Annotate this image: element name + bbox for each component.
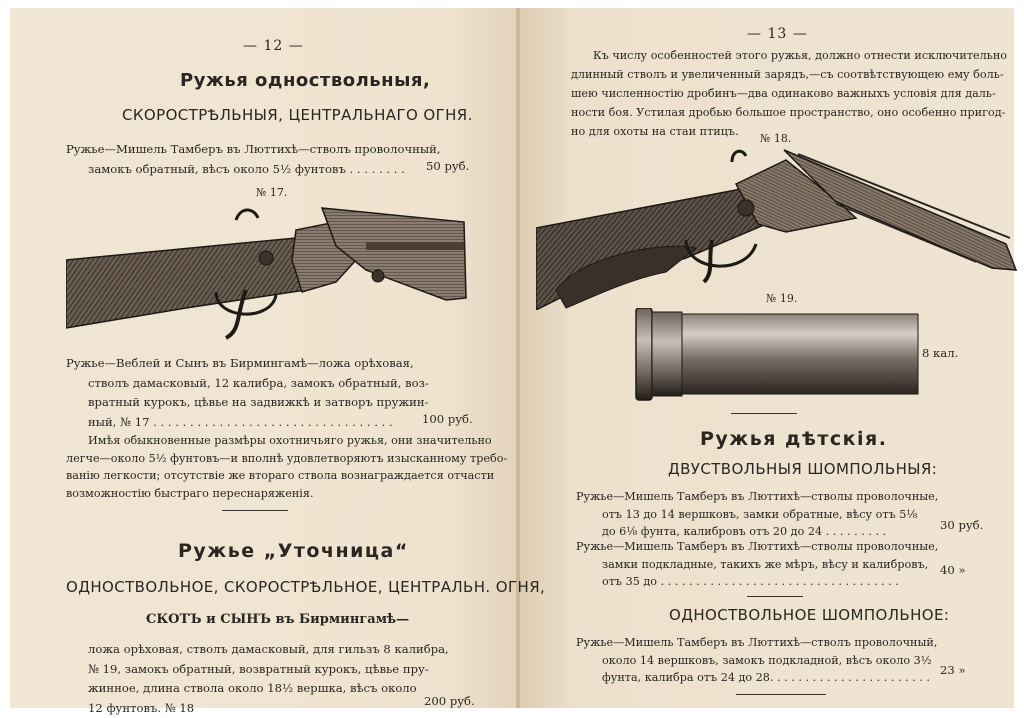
item-tamber-child-double-2 — [576, 538, 938, 591]
intro-line: но для охоты на стаи птицъ. — [571, 125, 739, 138]
item-tamber-child-single — [576, 634, 937, 687]
cartridge-19-illustration — [634, 308, 922, 402]
item-webley — [66, 354, 429, 432]
right-page-number: — 13 — — [747, 26, 808, 42]
item-line: Ружье—Веблей и Сынъ въ Бирмингамѣ—ложа орѣховая, — [66, 356, 414, 370]
item-price: 50 руб. — [426, 159, 470, 173]
item-line: жинное, длина ствола около 18½ вершка, вѣсъ около — [88, 681, 417, 695]
figure-19-caption: № 19. — [766, 292, 798, 305]
item-line: Ружье—Мишель Тамберъ въ Люттихѣ—стволы проволочные, — [576, 540, 939, 553]
cartridge-caliber-label: 8 кал. — [922, 346, 959, 360]
item-tamber-single — [66, 140, 441, 179]
intro-line: Къ числу особенностей этого ружья, должно отнести исключительно — [593, 49, 1008, 62]
item-scott — [66, 640, 449, 718]
maker-scott: СКОТЪ и СЫНЪ въ Бирмингамѣ— — [146, 612, 410, 627]
left-section2-title: Ружье „Уточница“ — [178, 540, 409, 562]
shotgun-18-illustration — [536, 140, 1018, 310]
item-line: около 14 вершковъ, замокъ подкладной, вѣсъ около 3½ — [602, 653, 932, 667]
item-price: 40 » — [940, 563, 966, 577]
item-line: до 6⅛ фунта, калибровъ отъ 20 до 24 . . . . . . . . . — [602, 525, 887, 538]
intro-line: ности боя. Устилая дробью большое пространство, оно особенно пригод- — [571, 106, 1006, 119]
item-line: отъ 35 до . . . . . . . . . . . . . . . . . . . . . . . . . . . . . . . . . . — [602, 575, 899, 588]
item-line: Ружье—Мишель Тамберъ въ Люттихѣ—стволъ проволочный, — [576, 636, 938, 649]
shotgun-17-illustration — [66, 200, 470, 340]
item-tamber-child-double — [576, 488, 938, 541]
item-line: ложа орѣховая, стволъ дамасковый, для гильзъ 8 калибра, — [88, 642, 449, 656]
right-section2-subtitle: ОДНОСТВОЛЬНОЕ ШОМПОЛЬНОЕ: — [669, 606, 950, 624]
intro-line: шею численностію дробинъ—два одинаково важныхъ условія для даль- — [571, 87, 996, 100]
item-line: фунта, калибра отъ 24 до 28. . . . . . . . . . . . . . . . . . . . . . . — [602, 671, 930, 684]
intro-line: длинный стволъ и увеличенный зарядъ,—съ соотвѣтствующею ему боль- — [571, 68, 1004, 81]
item-line: Ружье—Мишель Тамберъ въ Люттихѣ—стволы проволочные, — [576, 490, 939, 503]
note-line: Имѣя обыкновенные размѣры охотничьяго ружья, они значительно — [88, 434, 492, 447]
divider — [731, 413, 797, 414]
left-page-number: — 12 — — [243, 38, 304, 54]
note-line: возможностію быстраго переснаряженія. — [66, 486, 314, 500]
divider — [747, 596, 803, 597]
item-line: 12 фунтовъ. № 18 — [88, 700, 195, 715]
item-line: замокъ обратный, вѣсъ около 5½ фунтовъ . . . . . . . . — [88, 161, 405, 176]
item-price: 30 руб. — [940, 518, 984, 532]
item-price: 100 руб. — [422, 412, 473, 426]
item-line: замки подкладные, такихъ же мѣръ, вѣсу и калибровъ, — [602, 557, 929, 571]
note-line: легче—около 5½ фунтовъ—и вполнѣ удовлетворяютъ изысканному требо- — [66, 451, 508, 465]
item-webley-note — [66, 432, 507, 502]
right-section-title: Ружья дѣтскія. — [700, 428, 888, 450]
item-price: 200 руб. — [424, 694, 475, 708]
left-section-title: Ружья одноствольныя, — [180, 70, 431, 91]
item-line: вратный курокъ, цѣвье на задвижкѣ и затворъ пружин- — [88, 395, 429, 409]
figure-18-caption: № 18. — [760, 132, 792, 145]
item-line: ный, № 17 . . . . . . . . . . . . . . . . . . . . . . . . . . . . . . . . . — [88, 414, 393, 429]
item-line: отъ 13 до 14 вершковъ, замки обратные, вѣсу отъ 5⅛ — [602, 507, 918, 521]
item-line: Ружье—Мишель Тамберъ въ Люттихѣ—стволъ проволочный, — [66, 142, 441, 156]
divider — [736, 694, 826, 695]
note-line: ванію легкости; отсутствіе же втораго ствола вознаграждается отчасти — [66, 469, 495, 482]
item-price: 23 » — [940, 663, 966, 677]
book-gutter — [516, 8, 520, 708]
figure-17-caption: № 17. — [256, 186, 288, 199]
left-section2-subtitle: ОДНОСТВОЛЬНОЕ, СКОРОСТРѢЛЬНОЕ, ЦЕНТРАЛЬН. ОГНЯ, — [66, 578, 546, 596]
item-line: № 19, замокъ обратный, возвратный курокъ, цѣвье пру- — [88, 661, 429, 676]
item-line: стволъ дамасковый, 12 калибра, замокъ обратный, воз- — [88, 375, 429, 390]
divider — [222, 510, 288, 511]
right-section-subtitle: ДВУСТВОЛЬНЫЯ ШОМПОЛЬНЫЯ: — [668, 460, 938, 478]
right-intro — [571, 46, 1007, 141]
left-section-subtitle: СКОРОСТРѢЛЬНЫЯ, ЦЕНТРАЛЬНАГО ОГНЯ. — [122, 106, 473, 124]
